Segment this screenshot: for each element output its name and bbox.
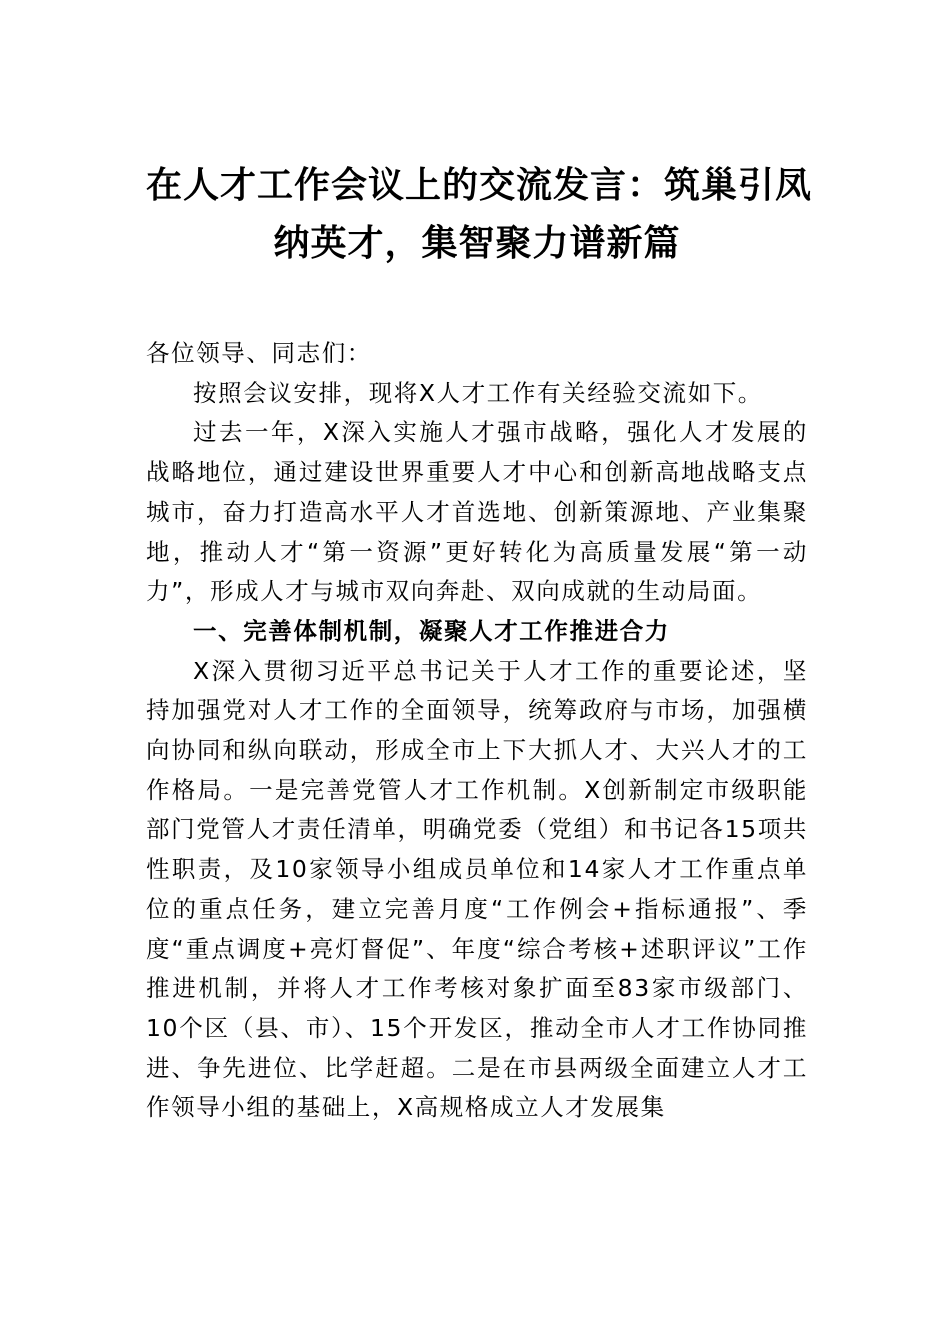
title-line-1: 在人才工作会议上的交流发言：筑巢引凤 [146, 164, 813, 206]
paragraph-intro: 按照会议安排，现将X人才工作有关经验交流如下。 [193, 378, 763, 407]
paragraph-section-body: X深入贯彻习近平总书记关于人才工作的重要论述，坚持加强党对人才工作的全面领导，统筹政府与市场，加强横向协同和纵向联动，形成全市上下大抓人才、大兴人才的工作格局。一是完善党管人才工作机制。X创新制定市级职能部门党管人才责任清单，明确党委（党组）和书记各15项共性职责，及10家领导小组成员单位和14家人才工作重点单位的重点任务，建立完善月度“工作例会+指标通报”、季度“重点调度+亮灯督促”、年度“综合考核+述职评议”工作推进机制，并将人才工作考核对象扩面至83家市级部门、10个区（县、市）、15个开发区，推动全市人才工作协同推进、争先进位、比学赶超。二是在市县两级全面建立人才工作领导小组的基础上，X高规格成立人才发展集 [146, 656, 808, 1122]
document-body [146, 334, 808, 1128]
section-heading: 一、完善体制机制，凝聚人才工作推进合力 [193, 616, 670, 645]
salutation: 各位领导、同志们： [146, 339, 372, 367]
document-title [146, 156, 813, 272]
title-line-2: 纳英才，集智聚力谱新篇 [273, 222, 681, 264]
paragraph-overview: 过去一年，X深入实施人才强市战略，强化人才发展的战略地位，通过建设世界重要人才中心和创新高地战略支点城市，奋力打造高水平人才首选地、创新策源地、产业集聚地，推动人才“第一资源”更好转化为高质量发展“第一动力”，形成人才与城市双向奔赴、双向成就的生动局面。 [146, 418, 808, 606]
